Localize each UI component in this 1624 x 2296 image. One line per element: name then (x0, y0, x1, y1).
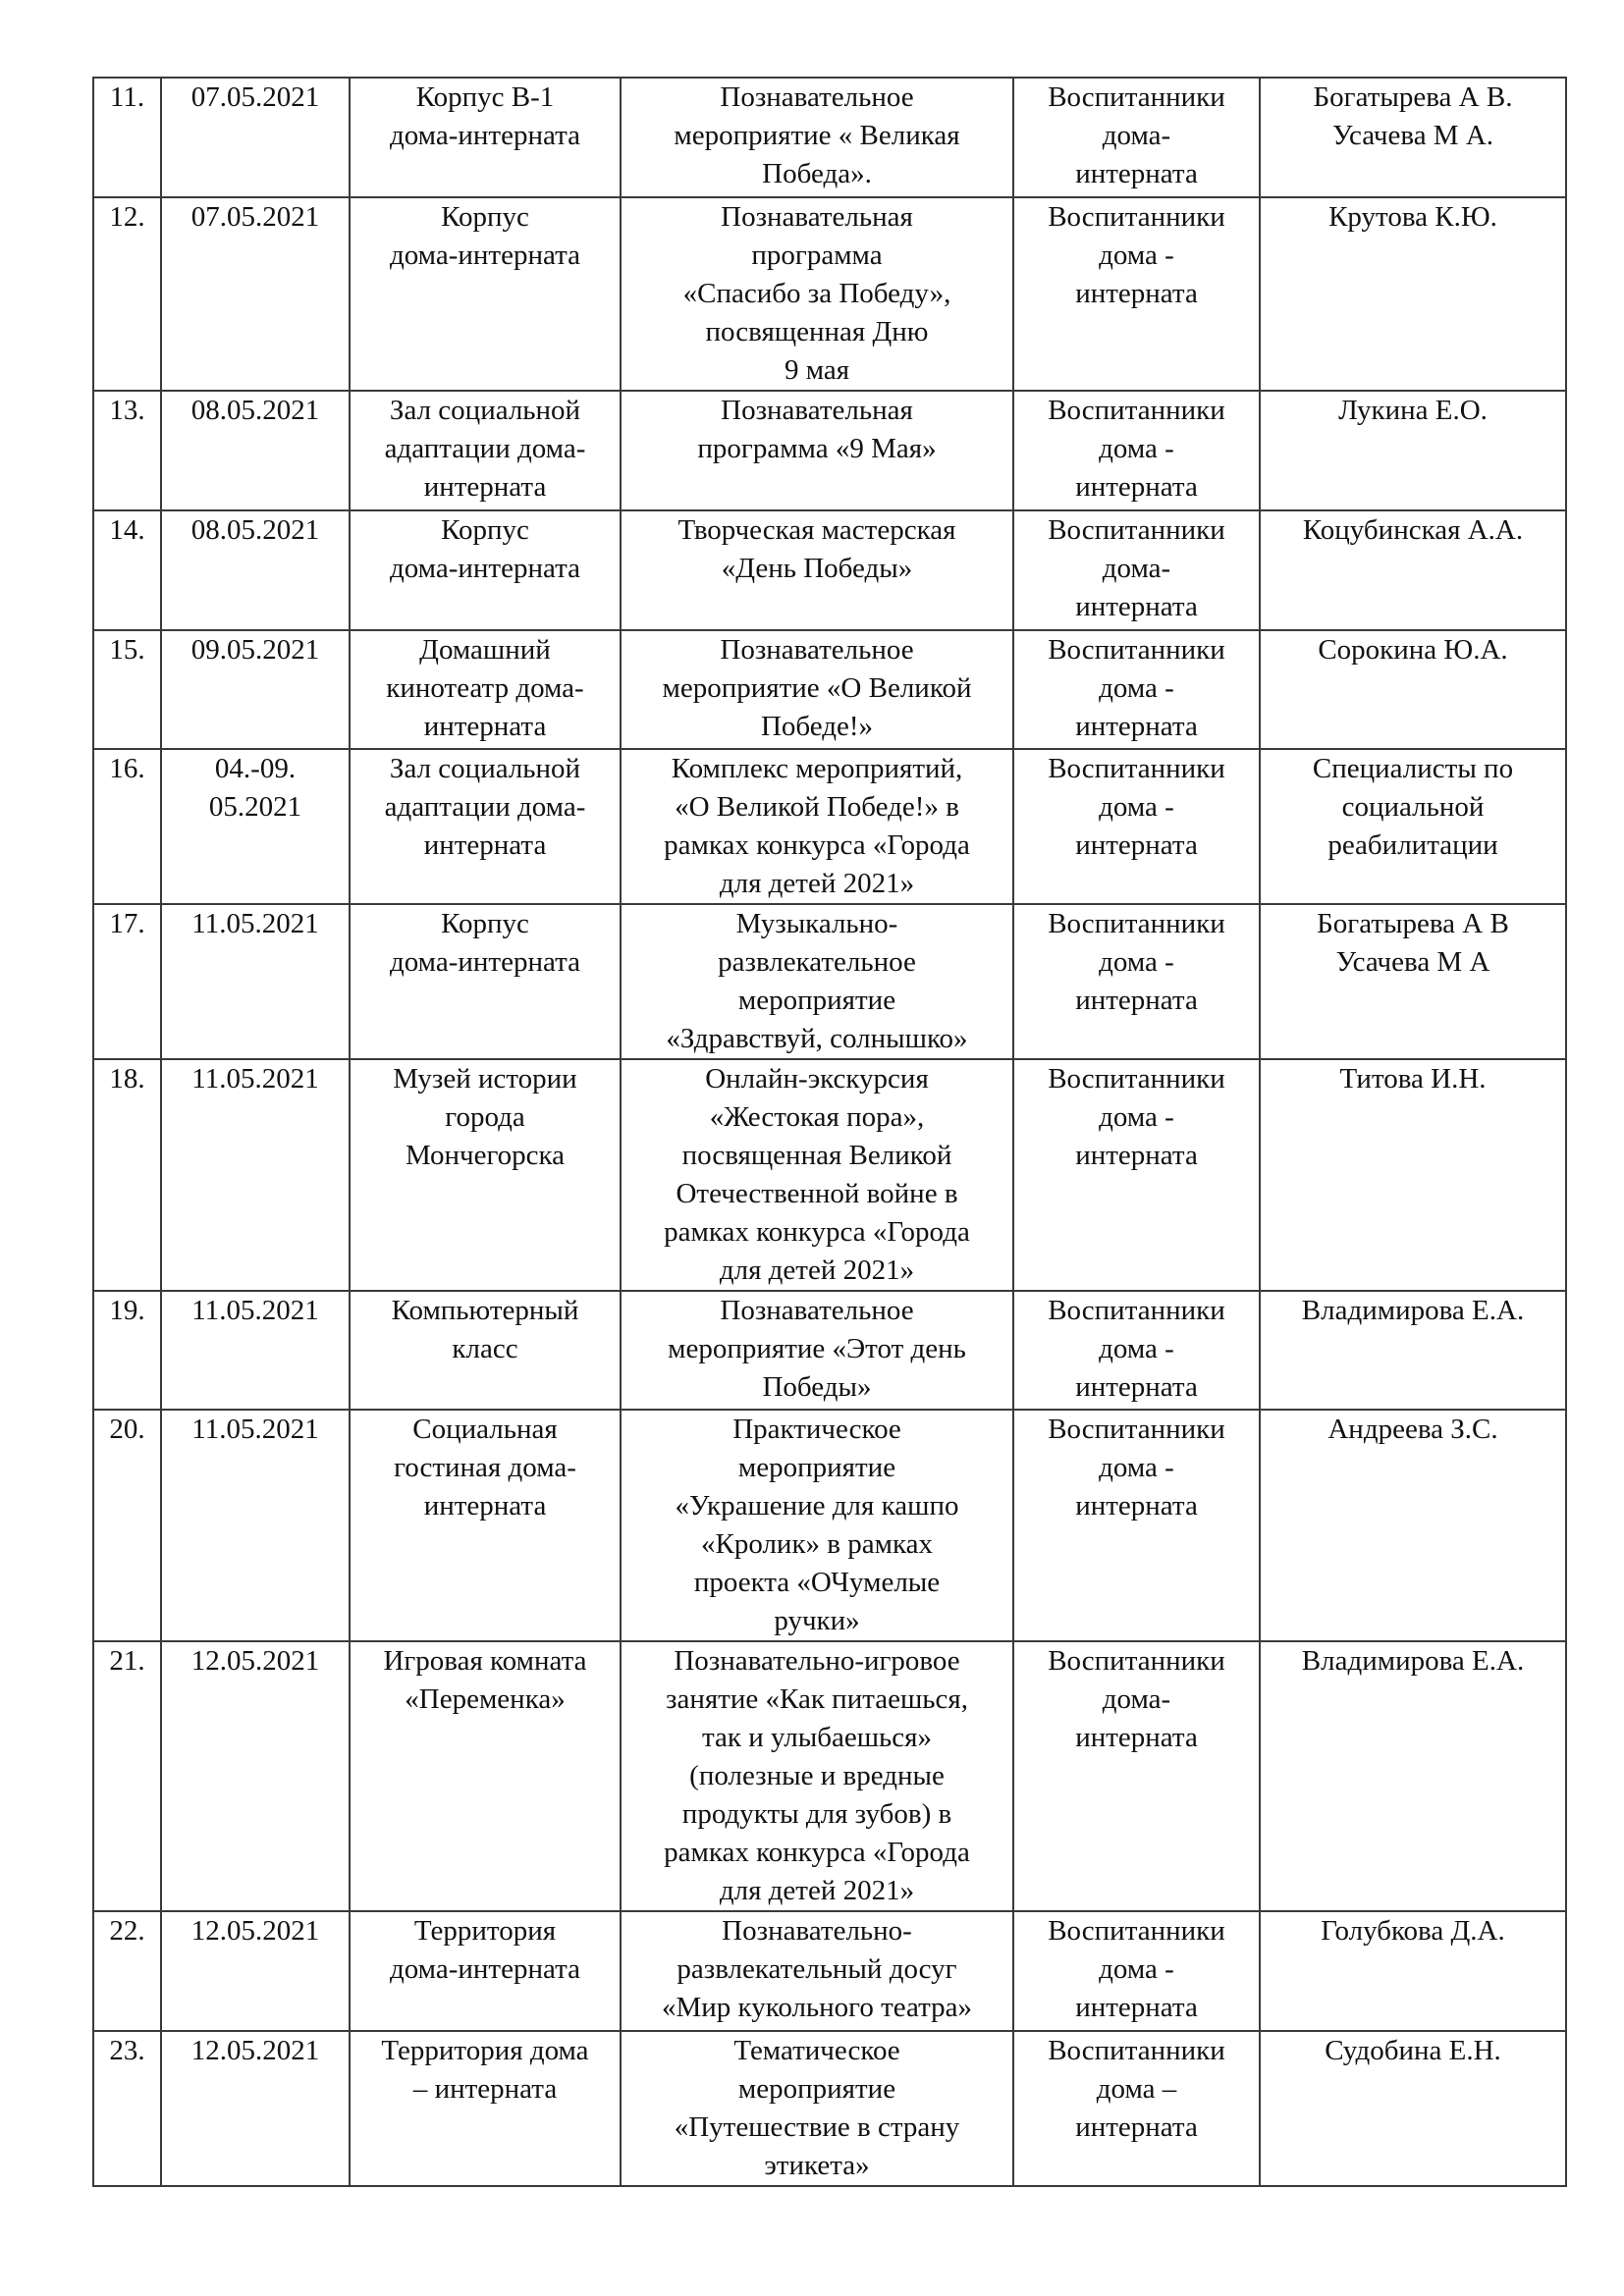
event-date-cell (161, 749, 350, 904)
events-table-body (93, 78, 1566, 2186)
event-participants: Воспитанники дома - интерната (1048, 908, 1225, 1016)
event-participants: Воспитанники дома - интерната (1048, 1414, 1225, 1522)
table-row (93, 2031, 1566, 2186)
event-participants: Воспитанники дома - интерната (1048, 1063, 1225, 1171)
event-responsible: Богатырева А В. Усачева М А. (1313, 81, 1513, 151)
event-title: Познавательная программа «9 Мая» (697, 395, 937, 464)
event-responsible-cell (1260, 197, 1566, 391)
event-participants-cell (1013, 1641, 1260, 1911)
event-date: 08.05.2021 (190, 514, 320, 546)
row-number-cell (93, 904, 161, 1059)
event-responsible: Голубкова Д.А. (1321, 1915, 1505, 1947)
event-title: Музыкально- развлекательное мероприятие «Здравствуй, солнышко» (666, 908, 968, 1054)
event-location: Корпус дома-интерната (389, 201, 580, 271)
event-date: 11.05.2021 (191, 1295, 319, 1326)
event-date: 11.05.2021 (191, 908, 319, 939)
event-location-cell (350, 510, 621, 630)
row-number: 18. (109, 1063, 145, 1095)
event-title: Познавательное мероприятие «Этот день Победы» (668, 1295, 966, 1403)
event-date-cell (161, 2031, 350, 2186)
event-location-cell (350, 1911, 621, 2031)
row-number: 19. (109, 1295, 145, 1326)
event-participants-cell (1013, 78, 1260, 197)
event-location: Музей истории города Мончегорска (393, 1063, 577, 1171)
row-number: 13. (109, 395, 145, 426)
event-location: Зал социальной адаптации дома- интерната (384, 753, 586, 861)
row-number: 14. (109, 514, 145, 546)
row-number-cell (93, 1410, 161, 1641)
event-date: 12.05.2021 (190, 1645, 320, 1677)
event-title-cell (621, 197, 1013, 391)
event-responsible-cell (1260, 904, 1566, 1059)
event-responsible-cell (1260, 1911, 1566, 2031)
row-number-cell (93, 749, 161, 904)
event-responsible-cell (1260, 78, 1566, 197)
event-location-cell (350, 904, 621, 1059)
event-location-cell (350, 2031, 621, 2186)
event-title-cell (621, 510, 1013, 630)
event-title-cell (621, 2031, 1013, 2186)
table-row (93, 1291, 1566, 1410)
event-participants-cell (1013, 630, 1260, 749)
row-number: 22. (109, 1915, 145, 1947)
event-participants-cell (1013, 2031, 1260, 2186)
event-participants: Воспитанники дома - интерната (1048, 634, 1225, 742)
event-location-cell (350, 630, 621, 749)
event-location: Домашний кинотеатр дома- интерната (386, 634, 584, 742)
event-responsible-cell (1260, 749, 1566, 904)
event-location: Игровая комната «Переменка» (383, 1645, 587, 1715)
event-responsible-cell (1260, 510, 1566, 630)
table-row (93, 78, 1566, 197)
row-number-cell (93, 78, 161, 197)
event-location: Зал социальной адаптации дома- интерната (384, 395, 586, 503)
event-participants-cell (1013, 1291, 1260, 1410)
event-responsible-cell (1260, 2031, 1566, 2186)
table-row (93, 1641, 1566, 1911)
event-location-cell (350, 749, 621, 904)
row-number: 15. (109, 634, 145, 666)
table-row (93, 391, 1566, 510)
event-date: 12.05.2021 (190, 1915, 320, 1947)
event-participants-cell (1013, 1911, 1260, 2031)
event-participants: Воспитанники дома - интерната (1048, 1295, 1225, 1403)
event-participants-cell (1013, 510, 1260, 630)
event-responsible: Титова И.Н. (1339, 1063, 1487, 1095)
row-number-cell (93, 2031, 161, 2186)
row-number-cell (93, 391, 161, 510)
row-number: 21. (109, 1645, 145, 1677)
event-location: Корпус дома-интерната (389, 514, 580, 584)
event-title: Тематическое мероприятие «Путешествие в страну этикета» (674, 2035, 960, 2181)
event-location-cell (350, 1410, 621, 1641)
event-date-cell (161, 1410, 350, 1641)
event-responsible: Сорокина Ю.А. (1318, 634, 1508, 666)
event-responsible: Владимирова Е.А. (1301, 1295, 1525, 1326)
event-responsible-cell (1260, 1641, 1566, 1911)
event-responsible: Судобина Е.Н. (1325, 2035, 1501, 2066)
event-title: Творческая мастерская «День Победы» (677, 514, 956, 584)
event-location-cell (350, 391, 621, 510)
table-row (93, 749, 1566, 904)
event-participants: Воспитанники дома - интерната (1048, 201, 1225, 309)
event-participants: Воспитанники дома- интерната (1048, 81, 1225, 189)
row-number-cell (93, 1059, 161, 1291)
event-date: 07.05.2021 (190, 81, 320, 113)
event-responsible: Специалисты по социальной реабилитации (1312, 753, 1514, 861)
event-title: Познавательно- развлекательный досуг «Мир кукольного театра» (661, 1915, 973, 2023)
event-participants-cell (1013, 1059, 1260, 1291)
event-title-cell (621, 1059, 1013, 1291)
event-date: 04.-09. 05.2021 (208, 753, 302, 823)
event-responsible-cell (1260, 1059, 1566, 1291)
event-location: Территория дома – интерната (381, 2035, 589, 2105)
event-location: Корпус В-1 дома-интерната (389, 81, 580, 151)
event-location: Корпус дома-интерната (389, 908, 580, 978)
event-title: Познавательная программа «Спасибо за Победу», посвященная Дню 9 мая (682, 201, 951, 386)
row-number: 23. (109, 2035, 145, 2066)
event-title-cell (621, 1641, 1013, 1911)
row-number: 11. (109, 81, 145, 113)
row-number-cell (93, 630, 161, 749)
event-date: 12.05.2021 (190, 2035, 320, 2066)
event-date: 11.05.2021 (191, 1414, 319, 1445)
event-date-cell (161, 1059, 350, 1291)
event-title-cell (621, 1410, 1013, 1641)
event-responsible: Коцубинская А.А. (1302, 514, 1524, 546)
event-date: 08.05.2021 (190, 395, 320, 426)
event-responsible-cell (1260, 1410, 1566, 1641)
event-participants: Воспитанники дома- интерната (1048, 514, 1225, 622)
event-responsible: Богатырева А В Усачева М А (1317, 908, 1509, 978)
event-title-cell (621, 1291, 1013, 1410)
event-date-cell (161, 904, 350, 1059)
table-row (93, 904, 1566, 1059)
event-participants: Воспитанники дома - интерната (1048, 1915, 1225, 2023)
event-participants: Воспитанники дома - интерната (1048, 753, 1225, 861)
event-title-cell (621, 630, 1013, 749)
event-location: Компьютерный класс (391, 1295, 579, 1364)
table-row (93, 1059, 1566, 1291)
event-participants-cell (1013, 391, 1260, 510)
event-title-cell (621, 749, 1013, 904)
row-number: 20. (109, 1414, 145, 1445)
event-participants: Воспитанники дома – интерната (1048, 2035, 1225, 2143)
event-responsible: Лукина Е.О. (1338, 395, 1488, 426)
event-date-cell (161, 1291, 350, 1410)
event-date-cell (161, 197, 350, 391)
event-title: Познавательное мероприятие «О Великой Победе!» (662, 634, 972, 742)
event-date: 07.05.2021 (190, 201, 320, 233)
event-participants: Воспитанники дома - интерната (1048, 395, 1225, 503)
event-title-cell (621, 904, 1013, 1059)
row-number: 16. (109, 753, 145, 784)
event-date-cell (161, 1641, 350, 1911)
row-number-cell (93, 197, 161, 391)
event-date-cell (161, 391, 350, 510)
event-participants-cell (1013, 904, 1260, 1059)
event-participants-cell (1013, 749, 1260, 904)
table-row (93, 197, 1566, 391)
event-responsible-cell (1260, 391, 1566, 510)
event-date: 11.05.2021 (191, 1063, 319, 1095)
event-date-cell (161, 510, 350, 630)
event-date-cell (161, 78, 350, 197)
row-number: 17. (109, 908, 145, 939)
event-title-cell (621, 1911, 1013, 2031)
table-row (93, 510, 1566, 630)
event-title: Познавательно-игровое занятие «Как питаешься, так и улыбаешься» (полезные и вредные продукты для зубов) в рамках конкурса «Города для детей 2021» (664, 1645, 970, 1906)
event-title: Онлайн-экскурсия «Жестокая пора», посвященная Великой Отечественной войне в рамках конкурса «Города для детей 2021» (664, 1063, 970, 1286)
event-participants-cell (1013, 1410, 1260, 1641)
event-location-cell (350, 197, 621, 391)
event-title-cell (621, 391, 1013, 510)
event-date: 09.05.2021 (190, 634, 320, 666)
event-title-cell (621, 78, 1013, 197)
event-title: Познавательное мероприятие « Великая Победа». (674, 81, 960, 189)
event-responsible: Андреева З.С. (1327, 1414, 1498, 1445)
table-row (93, 630, 1566, 749)
event-location-cell (350, 1291, 621, 1410)
event-date-cell (161, 630, 350, 749)
event-responsible-cell (1260, 1291, 1566, 1410)
event-title: Практическое мероприятие «Украшение для кашпо «Кролик» в рамках проекта «ОЧумелые ручки» (675, 1414, 959, 1636)
row-number-cell (93, 1291, 161, 1410)
event-title: Комплекс мероприятий, «О Великой Победе!» в рамках конкурса «Города для детей 2021» (664, 753, 970, 899)
event-participants: Воспитанники дома- интерната (1048, 1645, 1225, 1753)
event-location-cell (350, 1641, 621, 1911)
row-number-cell (93, 1911, 161, 2031)
row-number-cell (93, 1641, 161, 1911)
event-responsible-cell (1260, 630, 1566, 749)
row-number: 12. (109, 201, 145, 233)
event-location: Территория дома-интерната (389, 1915, 580, 1985)
event-date-cell (161, 1911, 350, 2031)
table-row (93, 1911, 1566, 2031)
event-responsible: Владимирова Е.А. (1301, 1645, 1525, 1677)
event-location-cell (350, 78, 621, 197)
event-responsible: Крутова К.Ю. (1328, 201, 1497, 233)
event-location: Социальная гостиная дома- интерната (394, 1414, 576, 1522)
event-participants-cell (1013, 197, 1260, 391)
row-number-cell (93, 510, 161, 630)
event-location-cell (350, 1059, 621, 1291)
table-row (93, 1410, 1566, 1641)
events-table (92, 77, 1567, 2187)
